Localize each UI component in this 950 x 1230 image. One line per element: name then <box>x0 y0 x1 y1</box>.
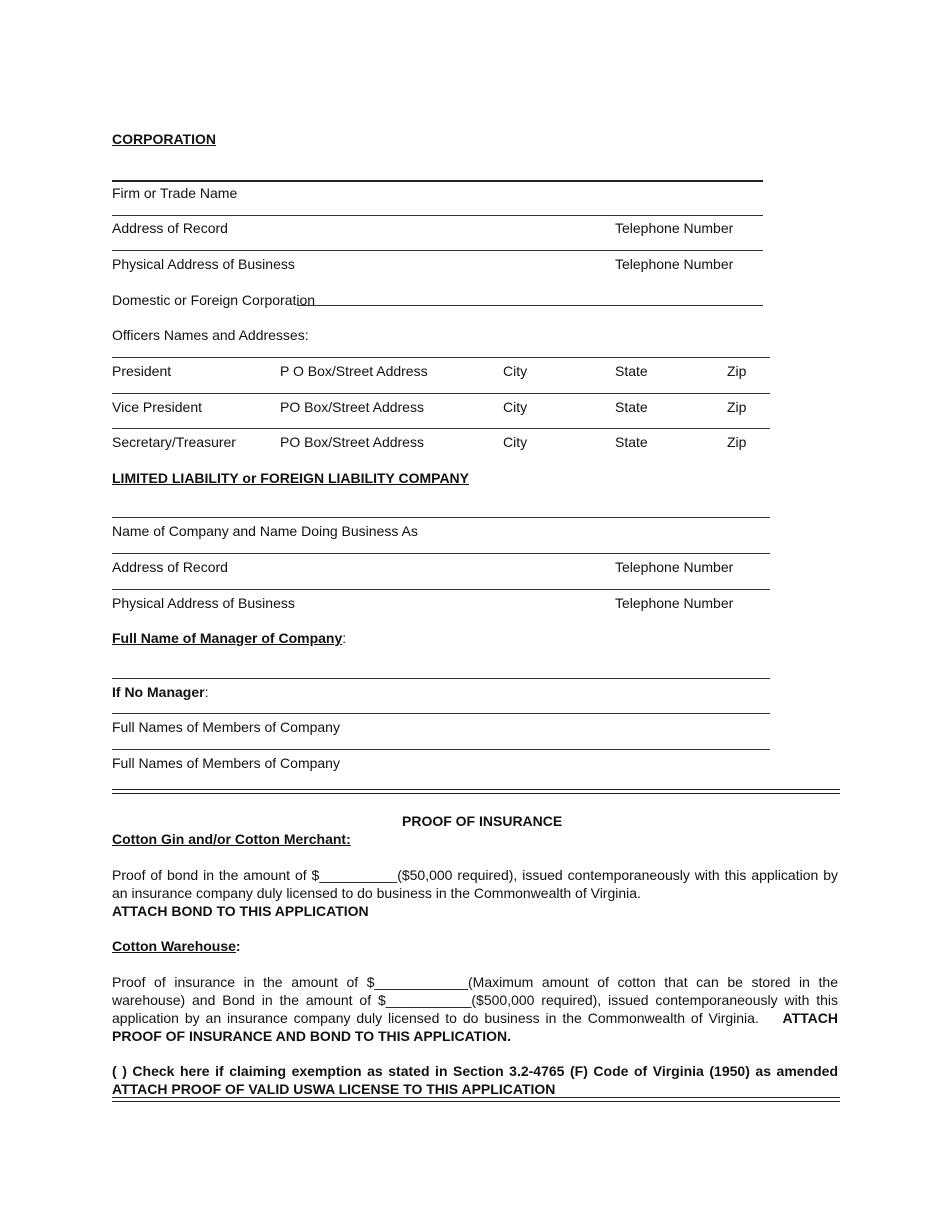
llc-physical-line <box>112 589 770 590</box>
physical-address-line <box>112 250 763 251</box>
members-line <box>112 713 770 714</box>
officer-row-line <box>112 428 770 429</box>
officer-state: State <box>615 399 648 415</box>
address-of-record-line <box>112 215 763 216</box>
telephone-label: Telephone Number <box>615 256 734 272</box>
members-label: Full Names of Members of Company <box>112 719 340 735</box>
llc-heading: LIMITED LIABILITY or FOREIGN LIABILITY COMPANY <box>112 470 469 486</box>
officer-address: PO Box/Street Address <box>280 434 424 450</box>
gin-heading: Cotton Gin and/or Cotton Merchant: <box>112 831 351 847</box>
telephone-label: Telephone Number <box>615 595 734 611</box>
members-label: Full Names of Members of Company <box>112 755 340 771</box>
officer-title: Vice President <box>112 399 203 415</box>
llc-physical-label: Physical Address of Business <box>112 595 295 611</box>
physical-address-label: Physical Address of Business <box>112 256 295 272</box>
exemption-checkbox-text[interactable]: ( ) Check here if claiming exemption as stated in Section 3.2-4765 (F) Code of Virginia (1950) as amended ATTACH PROOF OF VALID USWA LICENSE TO THIS APPLICATION <box>112 1063 838 1097</box>
firm-name-label: Firm or Trade Name <box>112 185 238 201</box>
officer-address: P O Box/Street Address <box>280 363 428 379</box>
section-divider <box>112 789 840 794</box>
officers-label: Officers Names and Addresses: <box>112 327 309 343</box>
officer-title: Secretary/Treasurer <box>112 434 236 450</box>
warehouse-paragraph: Proof of insurance in the amount of $____________(Maximum amount of cotton that can be stored in the warehouse) and Bond in the amount of $___________($500,000 required), issued contemporaneously with this application by an insurance company duly licensed to do business in the Commonwealth of Virginia. ATTACH PROOF OF INSURANCE AND BOND TO THIS APPLICATION. <box>112 974 839 1044</box>
officer-state: State <box>615 434 648 450</box>
llc-address-label: Address of Record <box>112 559 228 575</box>
company-name-line <box>112 517 770 518</box>
telephone-label: Telephone Number <box>615 559 734 575</box>
officer-state: State <box>615 363 648 379</box>
telephone-label: Telephone Number <box>615 220 734 236</box>
officer-title: President <box>112 363 172 379</box>
insurance-heading: PROOF OF INSURANCE <box>402 813 563 829</box>
officer-zip: Zip <box>727 363 747 379</box>
address-of-record-label: Address of Record <box>112 220 228 236</box>
domestic-foreign-label: Domestic or Foreign Corporation <box>112 292 316 308</box>
company-name-label: Name of Company and Name Doing Business As <box>112 523 418 539</box>
corporation-heading: CORPORATION <box>112 131 216 147</box>
officer-city: City <box>503 434 528 450</box>
officer-zip: Zip <box>727 434 747 450</box>
officer-city: City <box>503 399 528 415</box>
no-manager-heading: If No Manager: <box>112 684 209 700</box>
officer-row-line <box>112 357 770 358</box>
officer-address: PO Box/Street Address <box>280 399 424 415</box>
officer-city: City <box>503 363 528 379</box>
llc-address-line <box>112 553 770 554</box>
gin-paragraph: Proof of bond in the amount of $__________($50,000 required), issued contemporaneously with this application by an insurance company duly licensed to do business in the Commonwealth of Virginia. ATTACH BOND TO THIS APPLICATION <box>112 867 838 919</box>
officer-row-line <box>112 393 770 394</box>
domestic-foreign-blank <box>297 305 763 306</box>
officer-zip: Zip <box>727 399 747 415</box>
manager-line <box>112 678 770 679</box>
section-divider <box>112 1097 840 1102</box>
manager-heading: Full Name of Manager of Company: <box>112 630 347 646</box>
warehouse-heading: Cotton Warehouse: <box>112 938 241 954</box>
firm-name-line <box>112 180 763 182</box>
members-line <box>112 749 770 750</box>
